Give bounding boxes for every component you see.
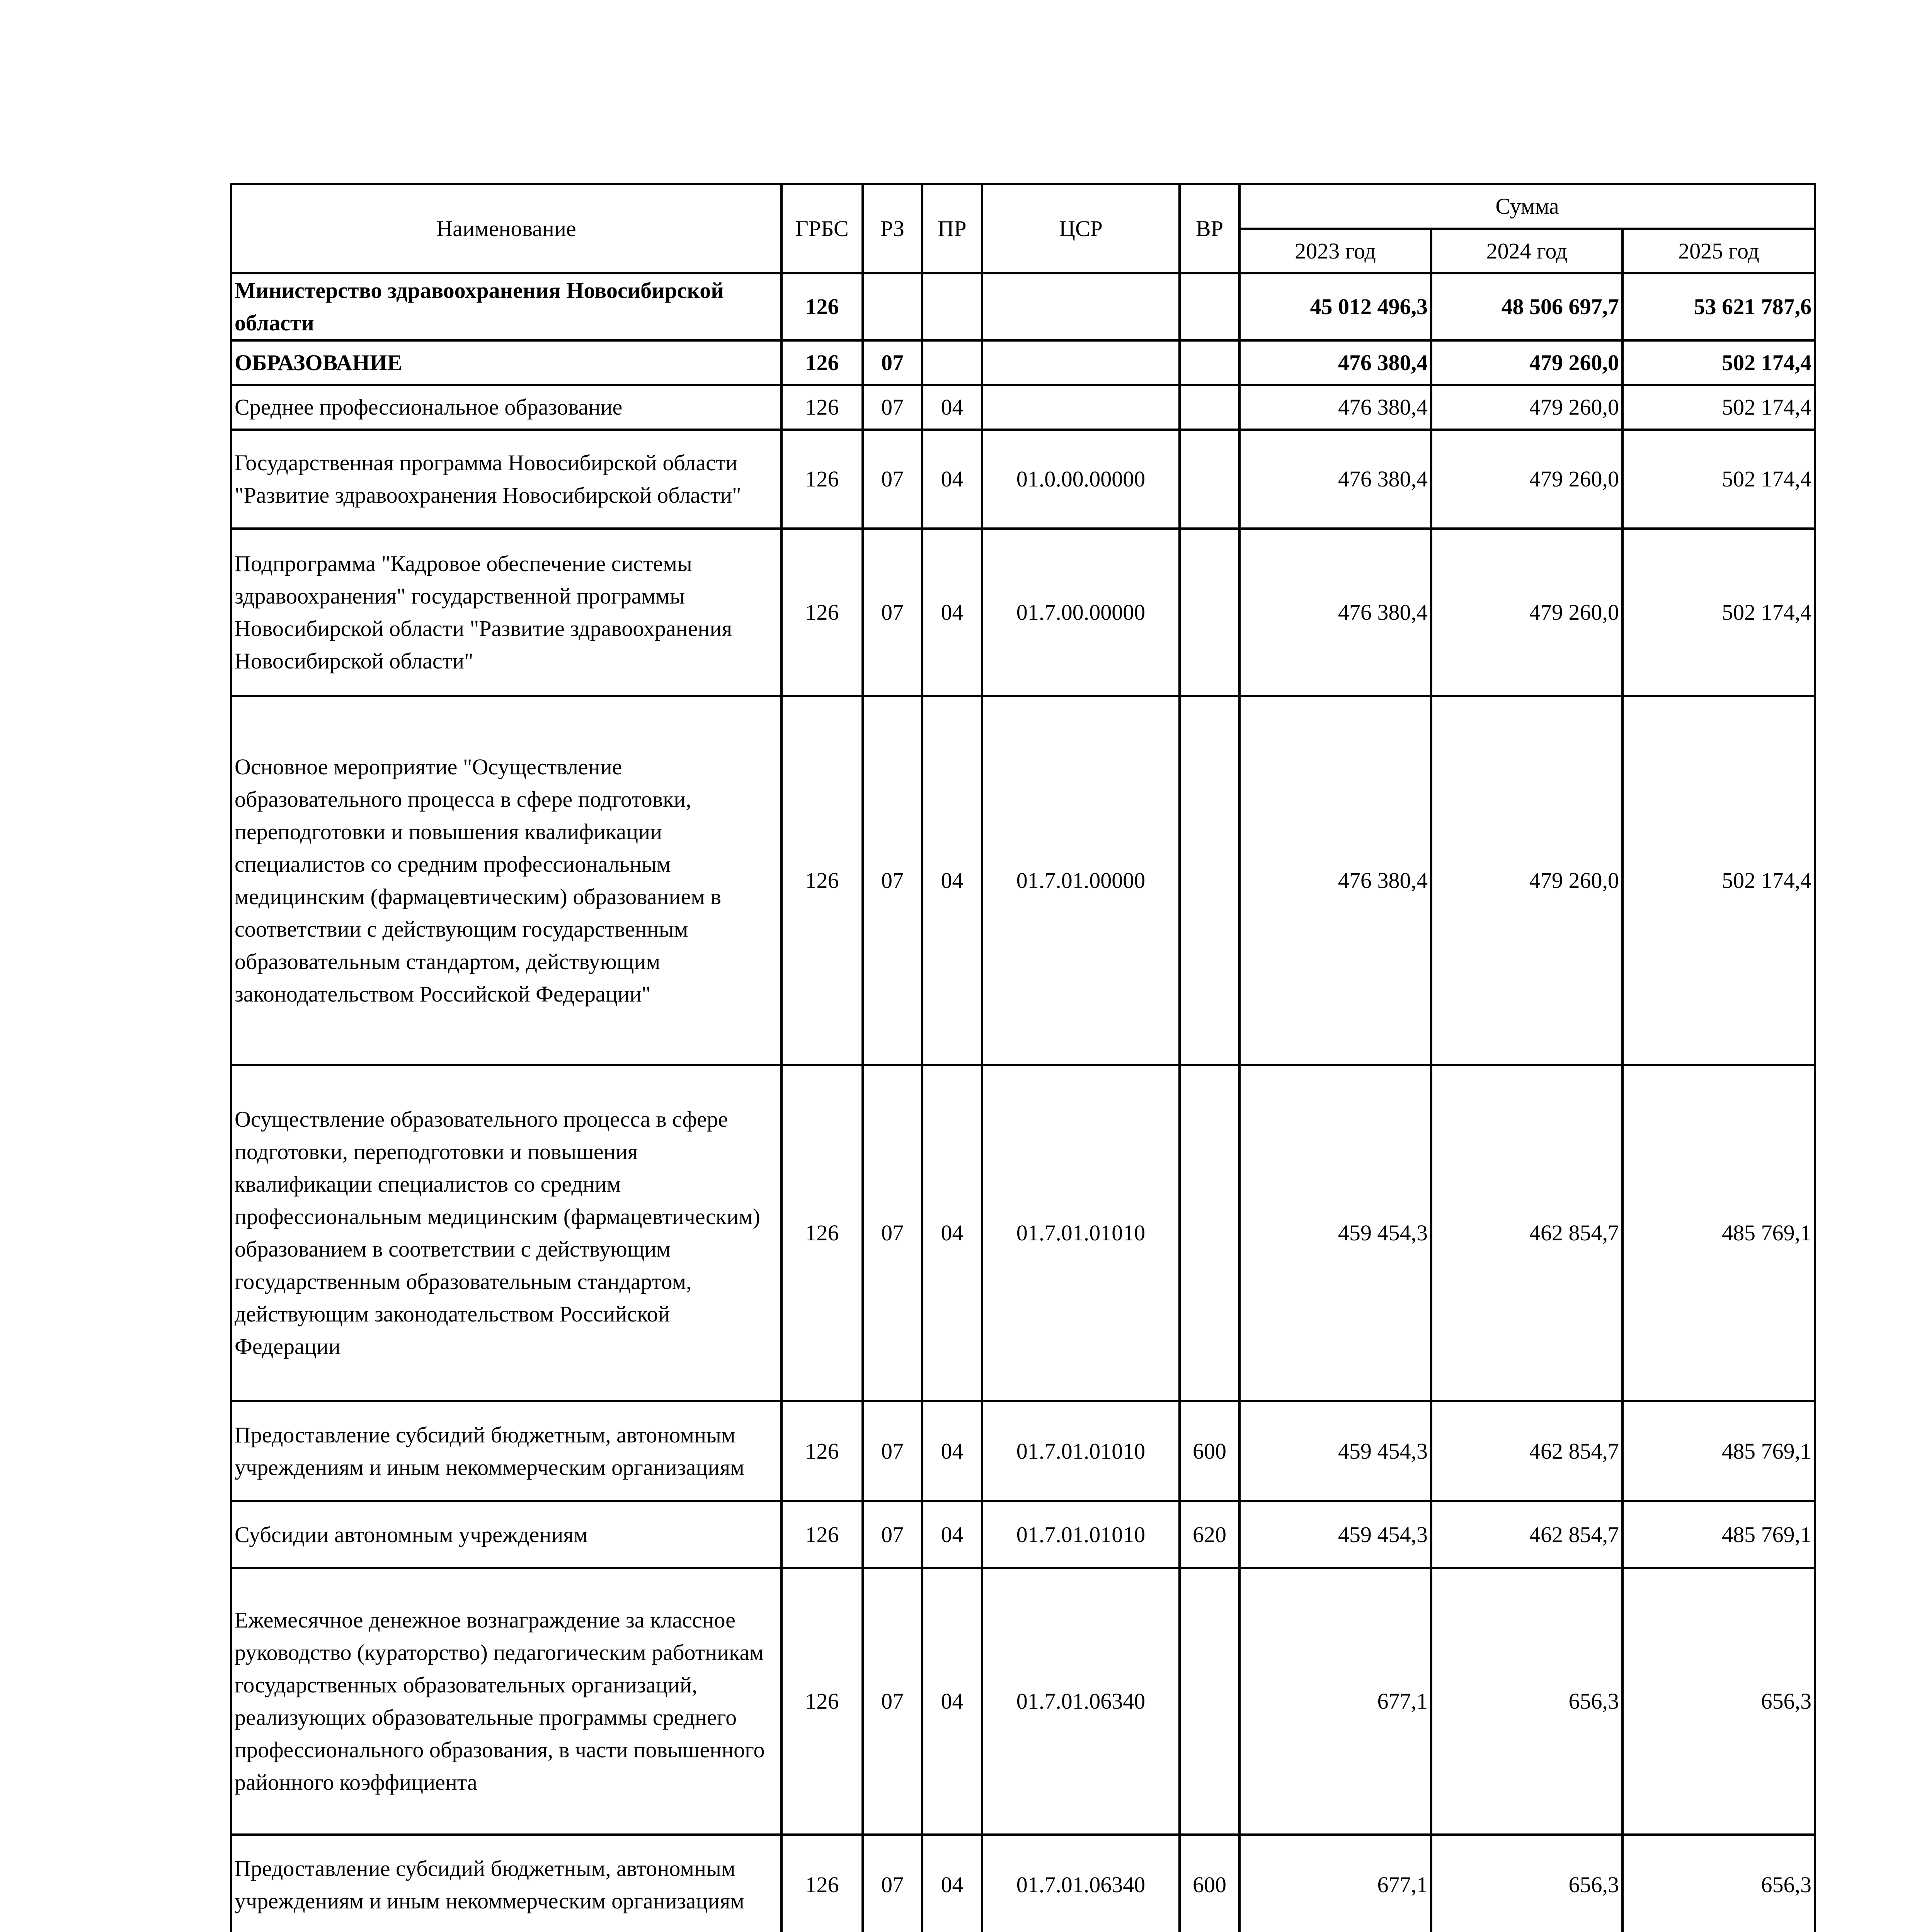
table-row: [231, 1568, 1815, 1835]
col-header-csr: ЦСР: [982, 184, 1180, 273]
cell-y2023: 459 454,3: [1239, 1065, 1431, 1401]
cell-y2024: 462 854,7: [1431, 1501, 1622, 1568]
cell-grbs: 126: [781, 529, 863, 696]
cell-y2023: 476 380,4: [1239, 385, 1431, 430]
table-row: [231, 1501, 1815, 1568]
cell-pr: 04: [922, 1065, 982, 1401]
cell-name: ОБРАЗОВАНИЕ: [231, 340, 781, 385]
cell-name: Субсидии автономным учреждениям: [231, 1501, 781, 1568]
cell-vr: [1180, 273, 1239, 340]
cell-y2024: 462 854,7: [1431, 1065, 1622, 1401]
cell-grbs: 126: [781, 340, 863, 385]
cell-y2024: 479 260,0: [1431, 430, 1622, 529]
cell-csr: 01.0.00.00000: [982, 430, 1180, 529]
cell-grbs: 126: [781, 1568, 863, 1835]
cell-y2025: 485 769,1: [1622, 1401, 1815, 1501]
table-row: [231, 1401, 1815, 1501]
cell-grbs: 126: [781, 1065, 863, 1401]
cell-name: Предоставление субсидий бюджетным, автономным учреждениям и иным некоммерческим организациям: [231, 1401, 781, 1501]
cell-name: Ежемесячное денежное вознаграждение за классное руководство (кураторство) педагогическим работникам государственных образовательных организаций, реализующих образовательные программы среднего профессионального образования, в части повышенного районного коэффициента: [231, 1568, 781, 1835]
cell-vr: [1180, 1065, 1239, 1401]
cell-grbs: 126: [781, 1501, 863, 1568]
cell-rz: 07: [863, 529, 922, 696]
cell-rz: 07: [863, 340, 922, 385]
cell-name: Предоставление субсидий бюджетным, автономным учреждениям и иным некоммерческим организациям: [231, 1835, 781, 1932]
cell-csr: 01.7.01.06340: [982, 1568, 1180, 1835]
cell-name: Основное мероприятие "Осуществление образовательного процесса в сфере подготовки, переподготовки и повышения квалификации специалистов со средним профессиональным медицинским (фармацевтическим) образованием в соответствии с действующим государственным образовательным стандартом, действующим законодательством Российской Федерации": [231, 696, 781, 1065]
cell-y2023: 476 380,4: [1239, 340, 1431, 385]
cell-y2024: 479 260,0: [1431, 340, 1622, 385]
cell-csr: 01.7.00.00000: [982, 529, 1180, 696]
cell-y2024: 479 260,0: [1431, 385, 1622, 430]
cell-pr: 04: [922, 430, 982, 529]
table-row: [231, 1835, 1815, 1932]
cell-vr: [1180, 696, 1239, 1065]
cell-y2025: 485 769,1: [1622, 1501, 1815, 1568]
cell-y2024: 479 260,0: [1431, 696, 1622, 1065]
cell-vr: 600: [1180, 1835, 1239, 1932]
cell-csr: [982, 273, 1180, 340]
cell-grbs: 126: [781, 696, 863, 1065]
col-header-rz: РЗ: [863, 184, 922, 273]
cell-y2025: 502 174,4: [1622, 696, 1815, 1065]
cell-pr: [922, 273, 982, 340]
cell-rz: [863, 273, 922, 340]
cell-y2024: 479 260,0: [1431, 529, 1622, 696]
cell-name: Среднее профессиональное образование: [231, 385, 781, 430]
cell-y2023: 459 454,3: [1239, 1501, 1431, 1568]
cell-grbs: 126: [781, 1401, 863, 1501]
cell-vr: [1180, 529, 1239, 696]
cell-grbs: 126: [781, 273, 863, 340]
cell-rz: 07: [863, 1065, 922, 1401]
cell-y2025: 53 621 787,6: [1622, 273, 1815, 340]
cell-pr: 04: [922, 1568, 982, 1835]
cell-name: Государственная программа Новосибирской области "Развитие здравоохранения Новосибирской области": [231, 430, 781, 529]
table-row: [231, 273, 1815, 340]
cell-rz: 07: [863, 430, 922, 529]
cell-y2023: 476 380,4: [1239, 529, 1431, 696]
cell-pr: 04: [922, 529, 982, 696]
col-header-name: Наименование: [231, 184, 781, 273]
cell-rz: 07: [863, 696, 922, 1065]
col-header-2024: 2024 год: [1431, 229, 1622, 273]
cell-y2024: 462 854,7: [1431, 1401, 1622, 1501]
cell-rz: 07: [863, 385, 922, 430]
cell-vr: [1180, 340, 1239, 385]
col-header-2025: 2025 год: [1622, 229, 1815, 273]
cell-y2025: 502 174,4: [1622, 385, 1815, 430]
cell-vr: [1180, 430, 1239, 529]
cell-name: Подпрограмма "Кадровое обеспечение системы здравоохранения" государственной программы Новосибирской области "Развитие здравоохранения Новосибирской области": [231, 529, 781, 696]
cell-y2025: 502 174,4: [1622, 340, 1815, 385]
cell-csr: [982, 340, 1180, 385]
cell-y2023: 476 380,4: [1239, 430, 1431, 529]
cell-rz: 07: [863, 1568, 922, 1835]
cell-vr: [1180, 385, 1239, 430]
cell-csr: 01.7.01.00000: [982, 696, 1180, 1065]
cell-y2023: 677,1: [1239, 1835, 1431, 1932]
cell-y2024: 48 506 697,7: [1431, 273, 1622, 340]
table-row: [231, 696, 1815, 1065]
budget-table: [230, 183, 1816, 1932]
cell-y2023: 476 380,4: [1239, 696, 1431, 1065]
cell-y2023: 677,1: [1239, 1568, 1431, 1835]
cell-name: Министерство здравоохранения Новосибирской области: [231, 273, 781, 340]
table-row: [231, 1065, 1815, 1401]
cell-vr: [1180, 1568, 1239, 1835]
cell-y2023: 45 012 496,3: [1239, 273, 1431, 340]
table-row: [231, 340, 1815, 385]
table-row: [231, 529, 1815, 696]
cell-pr: 04: [922, 696, 982, 1065]
table-row: [231, 385, 1815, 430]
cell-y2025: 502 174,4: [1622, 529, 1815, 696]
cell-csr: [982, 385, 1180, 430]
cell-rz: 07: [863, 1501, 922, 1568]
cell-rz: 07: [863, 1401, 922, 1501]
col-header-pr: ПР: [922, 184, 982, 273]
cell-name: Осуществление образовательного процесса в сфере подготовки, переподготовки и повышения квалификации специалистов со средним профессиональным медицинским (фармацевтическим) образованием в соответствии с действующим государственным образовательным стандартом, действующим законодательством Российской Федерации: [231, 1065, 781, 1401]
cell-csr: 01.7.01.01010: [982, 1501, 1180, 1568]
cell-pr: 04: [922, 1401, 982, 1501]
cell-y2024: 656,3: [1431, 1568, 1622, 1835]
col-header-sum: Сумма: [1239, 184, 1815, 229]
cell-csr: 01.7.01.06340: [982, 1835, 1180, 1932]
cell-csr: 01.7.01.01010: [982, 1401, 1180, 1501]
cell-y2024: 656,3: [1431, 1835, 1622, 1932]
cell-y2025: 485 769,1: [1622, 1065, 1815, 1401]
col-header-2023: 2023 год: [1239, 229, 1431, 273]
cell-grbs: 126: [781, 430, 863, 529]
cell-pr: 04: [922, 385, 982, 430]
cell-pr: [922, 340, 982, 385]
cell-vr: 600: [1180, 1401, 1239, 1501]
cell-csr: 01.7.01.01010: [982, 1065, 1180, 1401]
cell-pr: 04: [922, 1835, 982, 1932]
cell-y2025: 656,3: [1622, 1835, 1815, 1932]
cell-rz: 07: [863, 1835, 922, 1932]
cell-y2025: 656,3: [1622, 1568, 1815, 1835]
cell-grbs: 126: [781, 385, 863, 430]
cell-vr: 620: [1180, 1501, 1239, 1568]
cell-y2025: 502 174,4: [1622, 430, 1815, 529]
cell-y2023: 459 454,3: [1239, 1401, 1431, 1501]
cell-pr: 04: [922, 1501, 982, 1568]
col-header-vr: ВР: [1180, 184, 1239, 273]
cell-grbs: 126: [781, 1835, 863, 1932]
col-header-grbs: ГРБС: [781, 184, 863, 273]
table-row: [231, 430, 1815, 529]
